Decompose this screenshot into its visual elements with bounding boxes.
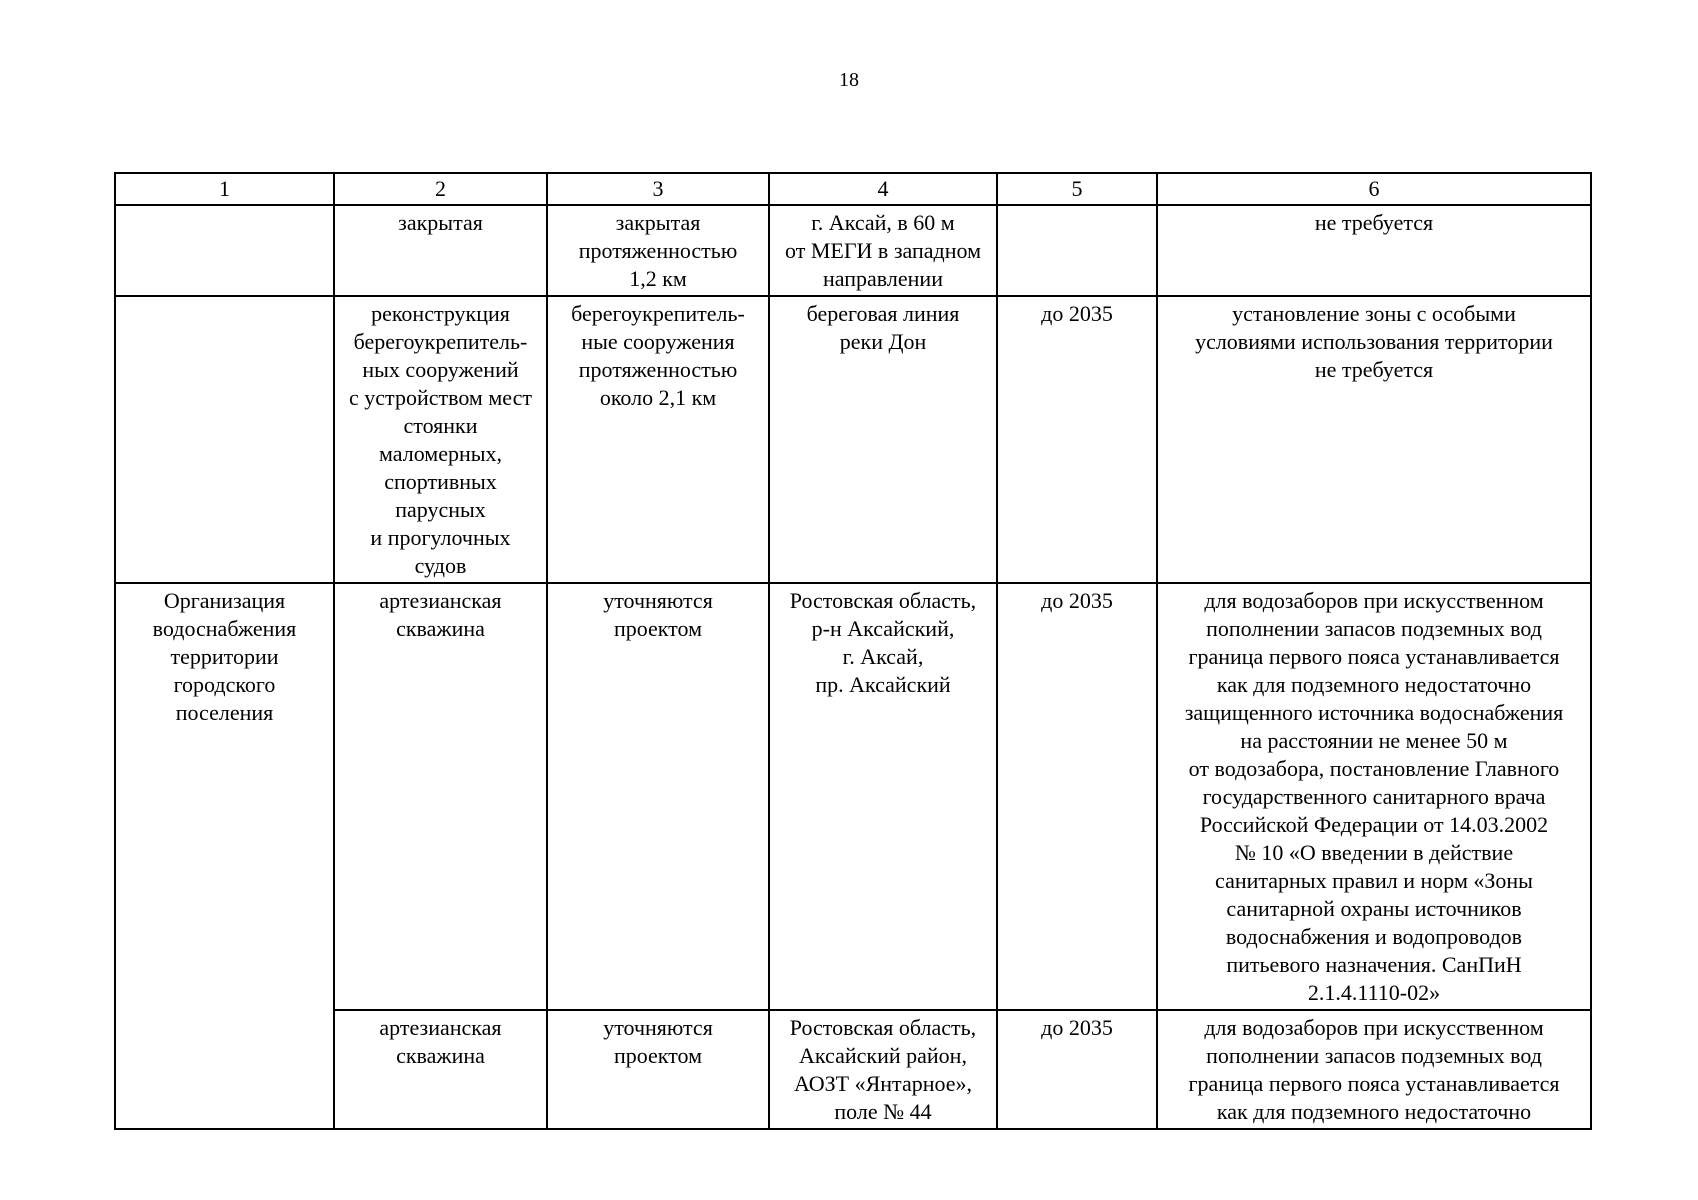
table-cell	[547, 1010, 769, 1129]
cell-text-line: уточняются	[603, 588, 713, 613]
cell-text-line: водоснабжения и водопроводов	[1225, 924, 1523, 949]
cell-text-line: ных сооружений	[362, 357, 519, 382]
cell-text-line: 2.1.4.1110-02»	[1307, 980, 1441, 1005]
cell-text-line: артезианская	[379, 1015, 502, 1040]
cell-text-line: реконструкция	[371, 301, 510, 326]
cell-text-line: как для подземного недостаточно	[1216, 672, 1532, 697]
cell-text-line: Российской Федерации от 14.03.2002	[1199, 812, 1549, 837]
cell-text-line: городского	[173, 672, 276, 697]
cell-text-line: береговая линия	[806, 301, 960, 326]
cell-text-line: поле № 44	[834, 1099, 932, 1124]
table-cell	[547, 583, 769, 1010]
cell-text-line: не требуется	[1314, 357, 1434, 382]
column-number-2: 2	[334, 173, 547, 205]
cell-text-line: протяженностью	[578, 357, 738, 382]
cell-text-line: реки Дон	[839, 329, 927, 354]
cell-text-line: Организация	[163, 588, 286, 613]
cell-text-line: условиями использования территории	[1195, 329, 1553, 354]
cell-text-line: р-н Аксайский,	[811, 616, 955, 641]
cell-text-line: ные сооружения	[581, 329, 735, 354]
cell-text-line: пр. Аксайский	[815, 672, 951, 697]
column-number-5: 5	[997, 173, 1157, 205]
cell-text-line: проектом	[613, 616, 703, 641]
table-cell	[997, 583, 1157, 1010]
cell-text-line: скважина	[396, 616, 485, 641]
cell-text-line: до 2035	[1041, 301, 1113, 326]
cell-text-line: маломерных,	[378, 441, 503, 466]
cell-text-line: парусных	[395, 497, 486, 522]
cell-text-line: закрытая	[398, 210, 483, 235]
cell-text-line: около 2,1 км	[599, 385, 717, 410]
cell-text-line: № 10 «О введении в действие	[1234, 840, 1514, 865]
cell-text-line: на расстоянии не менее 50 м	[1240, 728, 1508, 753]
table-cell	[334, 583, 547, 1010]
cell-text-line: от водозабора, постановление Главного	[1188, 756, 1560, 781]
cell-text-line: пополнении запасов подземных вод	[1206, 616, 1542, 641]
cell-text-line: граница первого пояса устанавливается	[1188, 1071, 1560, 1096]
cell-text-line: как для подземного недостаточно	[1216, 1099, 1532, 1124]
cell-text-line: с устройством мест	[349, 385, 532, 410]
table-cell	[547, 296, 769, 583]
cell-text-line: протяженностью	[578, 238, 738, 263]
cell-text-line: для водозаборов при искусственном	[1204, 588, 1544, 613]
table-cell	[334, 205, 547, 296]
table-row	[115, 583, 1591, 1010]
cell-text-line: для водозаборов при искусственном	[1204, 1015, 1544, 1040]
cell-text-line: артезианская	[379, 588, 502, 613]
planning-table	[114, 172, 1592, 1130]
page-number: 18	[839, 69, 859, 91]
table-cell	[547, 205, 769, 296]
cell-text-line: водоснабжения	[152, 616, 297, 641]
cell-text-line: Аксайский район,	[799, 1043, 967, 1068]
cell-text-line: берегоукрепитель-	[571, 301, 745, 326]
cell-text-line: до 2035	[1041, 588, 1113, 613]
cell-text-line: санитарных правил и норм «Зоны	[1215, 868, 1533, 893]
table-cell	[334, 296, 547, 583]
column-number-3: 3	[547, 173, 769, 205]
cell-text-line: уточняются	[603, 1015, 713, 1040]
table-cell	[1157, 296, 1591, 583]
cell-text-line: направлении	[823, 266, 943, 291]
cell-text-line: спортивных	[384, 469, 497, 494]
column-number-6: 6	[1157, 173, 1591, 205]
table-cell	[1157, 205, 1591, 296]
cell-text-line: АОЗТ «Янтарное»,	[793, 1071, 973, 1096]
cell-text-line: судов	[414, 553, 467, 578]
cell-text-line: граница первого пояса устанавливается	[1188, 644, 1560, 669]
table-cell	[115, 296, 334, 583]
column-number-4: 4	[769, 173, 997, 205]
cell-text-line: 1,2 км	[629, 266, 687, 291]
cell-text-line: установление зоны с особыми	[1232, 301, 1516, 326]
table-cell	[769, 583, 997, 1010]
table-row	[115, 1010, 1591, 1129]
table-cell	[1157, 583, 1591, 1010]
cell-text-line: проектом	[613, 1043, 703, 1068]
table-row	[115, 296, 1591, 583]
table-cell	[115, 583, 334, 1129]
cell-text-line: санитарной охраны источников	[1226, 896, 1522, 921]
cell-text-line: берегоукрепитель-	[353, 329, 528, 354]
cell-text-line: стоянки	[403, 413, 478, 438]
table-cell	[997, 296, 1157, 583]
column-number-1: 1	[115, 173, 334, 205]
cell-text-line: г. Аксай,	[842, 644, 924, 669]
cell-text-line: Ростовская область,	[789, 1015, 977, 1040]
cell-text-line: от МЕГИ в западном	[785, 238, 981, 263]
table-cell	[769, 296, 997, 583]
table-cell	[997, 1010, 1157, 1129]
cell-text-line: и прогулочных	[370, 525, 511, 550]
cell-text-line: Ростовская область,	[789, 588, 977, 613]
cell-text-line: не требуется	[1314, 210, 1434, 235]
cell-text-line: г. Аксай, в 60 м	[811, 210, 955, 235]
cell-text-line: скважина	[396, 1043, 485, 1068]
table-cell	[115, 205, 334, 296]
table-cell	[1157, 1010, 1591, 1129]
table-row	[115, 205, 1591, 296]
table-cell	[334, 1010, 547, 1129]
table-cell	[769, 205, 997, 296]
table-cell	[769, 1010, 997, 1129]
cell-text-line: государственного санитарного врача	[1202, 784, 1546, 809]
cell-text-line: поселения	[175, 700, 274, 725]
cell-text-line: пополнении запасов подземных вод	[1206, 1043, 1542, 1068]
cell-text-line: защищенного источника водоснабжения	[1184, 700, 1564, 725]
cell-text-line: закрытая	[615, 210, 701, 235]
table-header-row	[115, 173, 1591, 205]
cell-text-line: территории	[170, 644, 279, 669]
table-cell	[997, 205, 1157, 296]
cell-text-line: до 2035	[1041, 1015, 1113, 1040]
cell-text-line: питьевого назначения. СанПиН	[1226, 952, 1522, 977]
